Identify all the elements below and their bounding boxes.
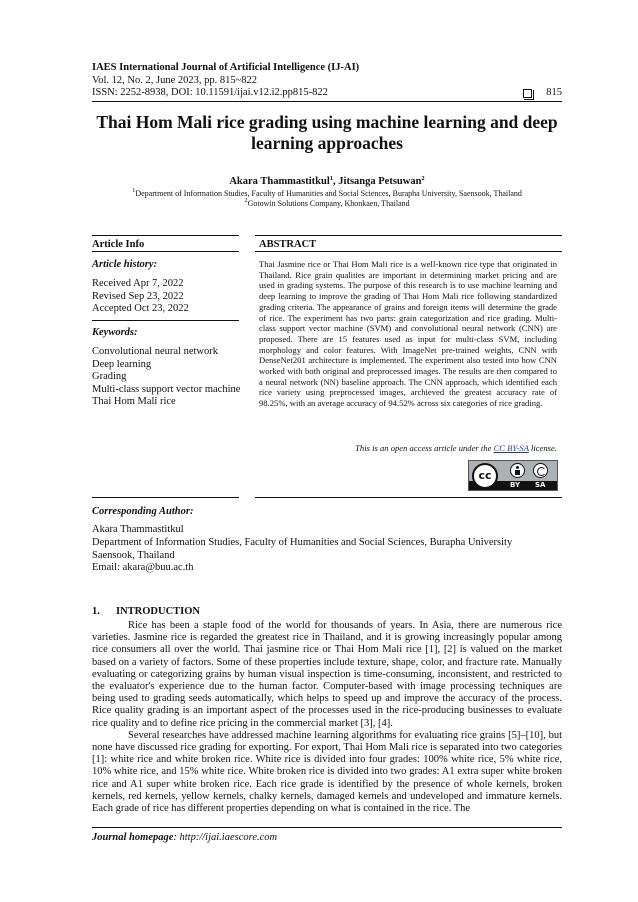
abstract-text: Thai Jasmine rice or Thai Hom Mali rice is a well-known rice type that originated in Thailand. Rice grain qualities are important in determining market pricing and are used in grading systems. The purpose of this research is to use machine learning and deep learning to improve the grading of Thai Hom Mali rice following standardized grading criteria. The appearance of grains and foreign items will determine the grade of rice. The experiment has two parts: grain categorization and rice grading. Multi-class support vector machine (SVM) and convolutional neural network (CNN) are proposed. There are 15 features used as input for multi-class SVM, including morphology and color features. With ImageNet pre-trained weights, CNN with DenseNet201 architecture is implemented. The experiment also tested into how CNN worked with both original and preprocessed images. The results are then compared to a neural network (NN) baseline approach. The CNN approach, which identified each rice variety using preprocessed images, archieved the greatest accuracy rate of 98.25%, with an average accuracy of 94.52% across six categories of rice grading. <box>259 259 557 409</box>
page-number: 815 <box>546 87 562 99</box>
cc-by-sa-badge[interactable] <box>468 460 558 491</box>
divider <box>255 251 562 252</box>
cc-sa-label: SA <box>535 481 546 489</box>
homepage-url[interactable]: : http://ijai.iaescore.com <box>173 832 278 843</box>
paper-title: Thai Hom Mali rice grading using machine learning and deep learning approaches <box>96 112 558 153</box>
article-history-label: Article history: <box>92 259 158 270</box>
introduction-body <box>92 620 562 815</box>
divider <box>92 251 239 252</box>
article-info-heading: Article Info <box>92 239 145 250</box>
divider <box>92 235 239 236</box>
author-affil-mark: 2 <box>421 175 425 182</box>
affiliation <box>92 196 562 209</box>
affiliation-mark: 1 <box>132 187 136 194</box>
corresponding-city: Saensook, Thailand <box>92 549 175 561</box>
history-entry: Received Apr 7, 2022 <box>92 278 184 289</box>
issn-doi: ISSN: 2252-8938, DOI: 10.11591/ijai.v12.i2.pp815-822 <box>92 87 328 99</box>
affiliation-text: Gotowin Solutions Company, Khonkaen, Thailand <box>247 199 410 208</box>
paragraph: Rice has been a staple food of the world for thousands of years. In Asia, there are numerous rice varieties. Jasmine rice is regarded the greatest rice in Thailand, and it is growing increasingly popular among rice consumers all over the world. Thai jasmine rice or Thai Hom Mali rice [1], [2] is valued on the market based on a variety of factors. Some of these properties include texture, shape, color, and fracture rate. Manually evaluating or categorizing grains by human visual inspection is time-consuming, inconsistent, and restricted to the evaluator's experience due to the human factor. Computer-based with image processing techniques are being used to grading seeds automatically, which helps to speed up and improve the accuracy of the process. Rice quality grading is an important aspect of the processes used in the rice-producing businesses to evaluate rice quality and to define rice pricing in the commercial market [3], [4]. <box>92 620 562 729</box>
corresponding-author-details <box>92 524 562 575</box>
section-number: 1. <box>92 606 100 617</box>
history-entry: Accepted Oct 23, 2022 <box>92 303 189 315</box>
open-access-prefix: This is an open access article under the <box>355 443 494 453</box>
keyword: Thai Hom Mali rice <box>92 396 176 408</box>
article-history <box>92 278 189 316</box>
divider <box>92 320 239 321</box>
corresponding-name: Akara Thammastitkul <box>92 524 184 535</box>
abstract-heading: ABSTRACT <box>259 239 317 250</box>
affiliation-mark: 2 <box>244 197 248 204</box>
section-title: INTRODUCTION <box>116 606 201 617</box>
header-rule <box>92 101 562 102</box>
open-access-suffix: license. <box>528 443 557 453</box>
footer-rule <box>92 827 562 828</box>
open-access-note <box>355 443 557 453</box>
keyword: Grading <box>92 371 127 383</box>
affiliation-text: Department of Information Studies, Faculty of Humanities and Social Sciences, Burapha University, Saensook, Thailand <box>135 189 522 198</box>
corresponding-department: Department of Information Studies, Faculty of Humanities and Social Sciences, Burapha University <box>92 536 513 548</box>
page-marker <box>523 87 562 100</box>
attribution-icon <box>510 463 525 478</box>
square-box-icon <box>523 89 532 98</box>
creative-commons-icon: cc <box>472 463 498 489</box>
journal-homepage <box>92 832 277 843</box>
divider <box>255 497 562 498</box>
divider <box>255 235 562 236</box>
cc-by-label: BY <box>510 481 521 489</box>
journal-name: IAES International Journal of Artificial Intelligence (IJ-AI) <box>92 62 360 73</box>
homepage-label: Journal homepage <box>92 832 174 843</box>
license-link[interactable]: CC BY-SA <box>493 443 529 453</box>
author-name: Akara Thammastitkul <box>229 176 330 187</box>
keyword: Multi-class support vector machine <box>92 383 241 395</box>
volume-info: Vol. 12, No. 2, June 2023, pp. 815~822 <box>92 74 258 86</box>
running-header <box>92 62 562 100</box>
author-separator: , <box>333 176 339 187</box>
corresponding-author-label: Corresponding Author: <box>92 506 194 517</box>
keyword: Convolutional neural network <box>92 346 218 357</box>
corresponding-email: Email: akara@buu.ac.th <box>92 562 194 574</box>
divider <box>92 497 239 498</box>
issn-row <box>92 87 562 100</box>
author-name: Jitsanga Petsuwan <box>338 176 422 187</box>
history-entry: Revised Sep 23, 2022 <box>92 290 184 302</box>
keywords-label: Keywords: <box>92 327 138 338</box>
keyword: Deep learning <box>92 358 152 370</box>
paragraph: Several researches have addressed machine learning algorithms for evaluating rice grains [5]–[10], but none have discussed rice grading for exporting. For export, Thai Hom Mali rice is separated into two categories [1]: white rice and white broken rice. White rice is divided into four grades: 100% white rice, 5% white rice, 10% white rice, and 15% white rice. White broken rice is divided into two grades: A1 extra super white broken rice and A1 super white broken rice. Each rice grade is identified by the presence of whole kernels, broken kernels, red kernels, yellow kernels, chalky kernels, damaged kernels and undeveloped and immature kernels. Each grade of rice has different properties depending on what is contained in the rice. The <box>92 729 562 815</box>
author-affil-mark: 1 <box>329 175 334 182</box>
share-alike-icon <box>533 463 548 478</box>
section-heading <box>92 606 200 617</box>
keywords-list <box>92 346 242 409</box>
